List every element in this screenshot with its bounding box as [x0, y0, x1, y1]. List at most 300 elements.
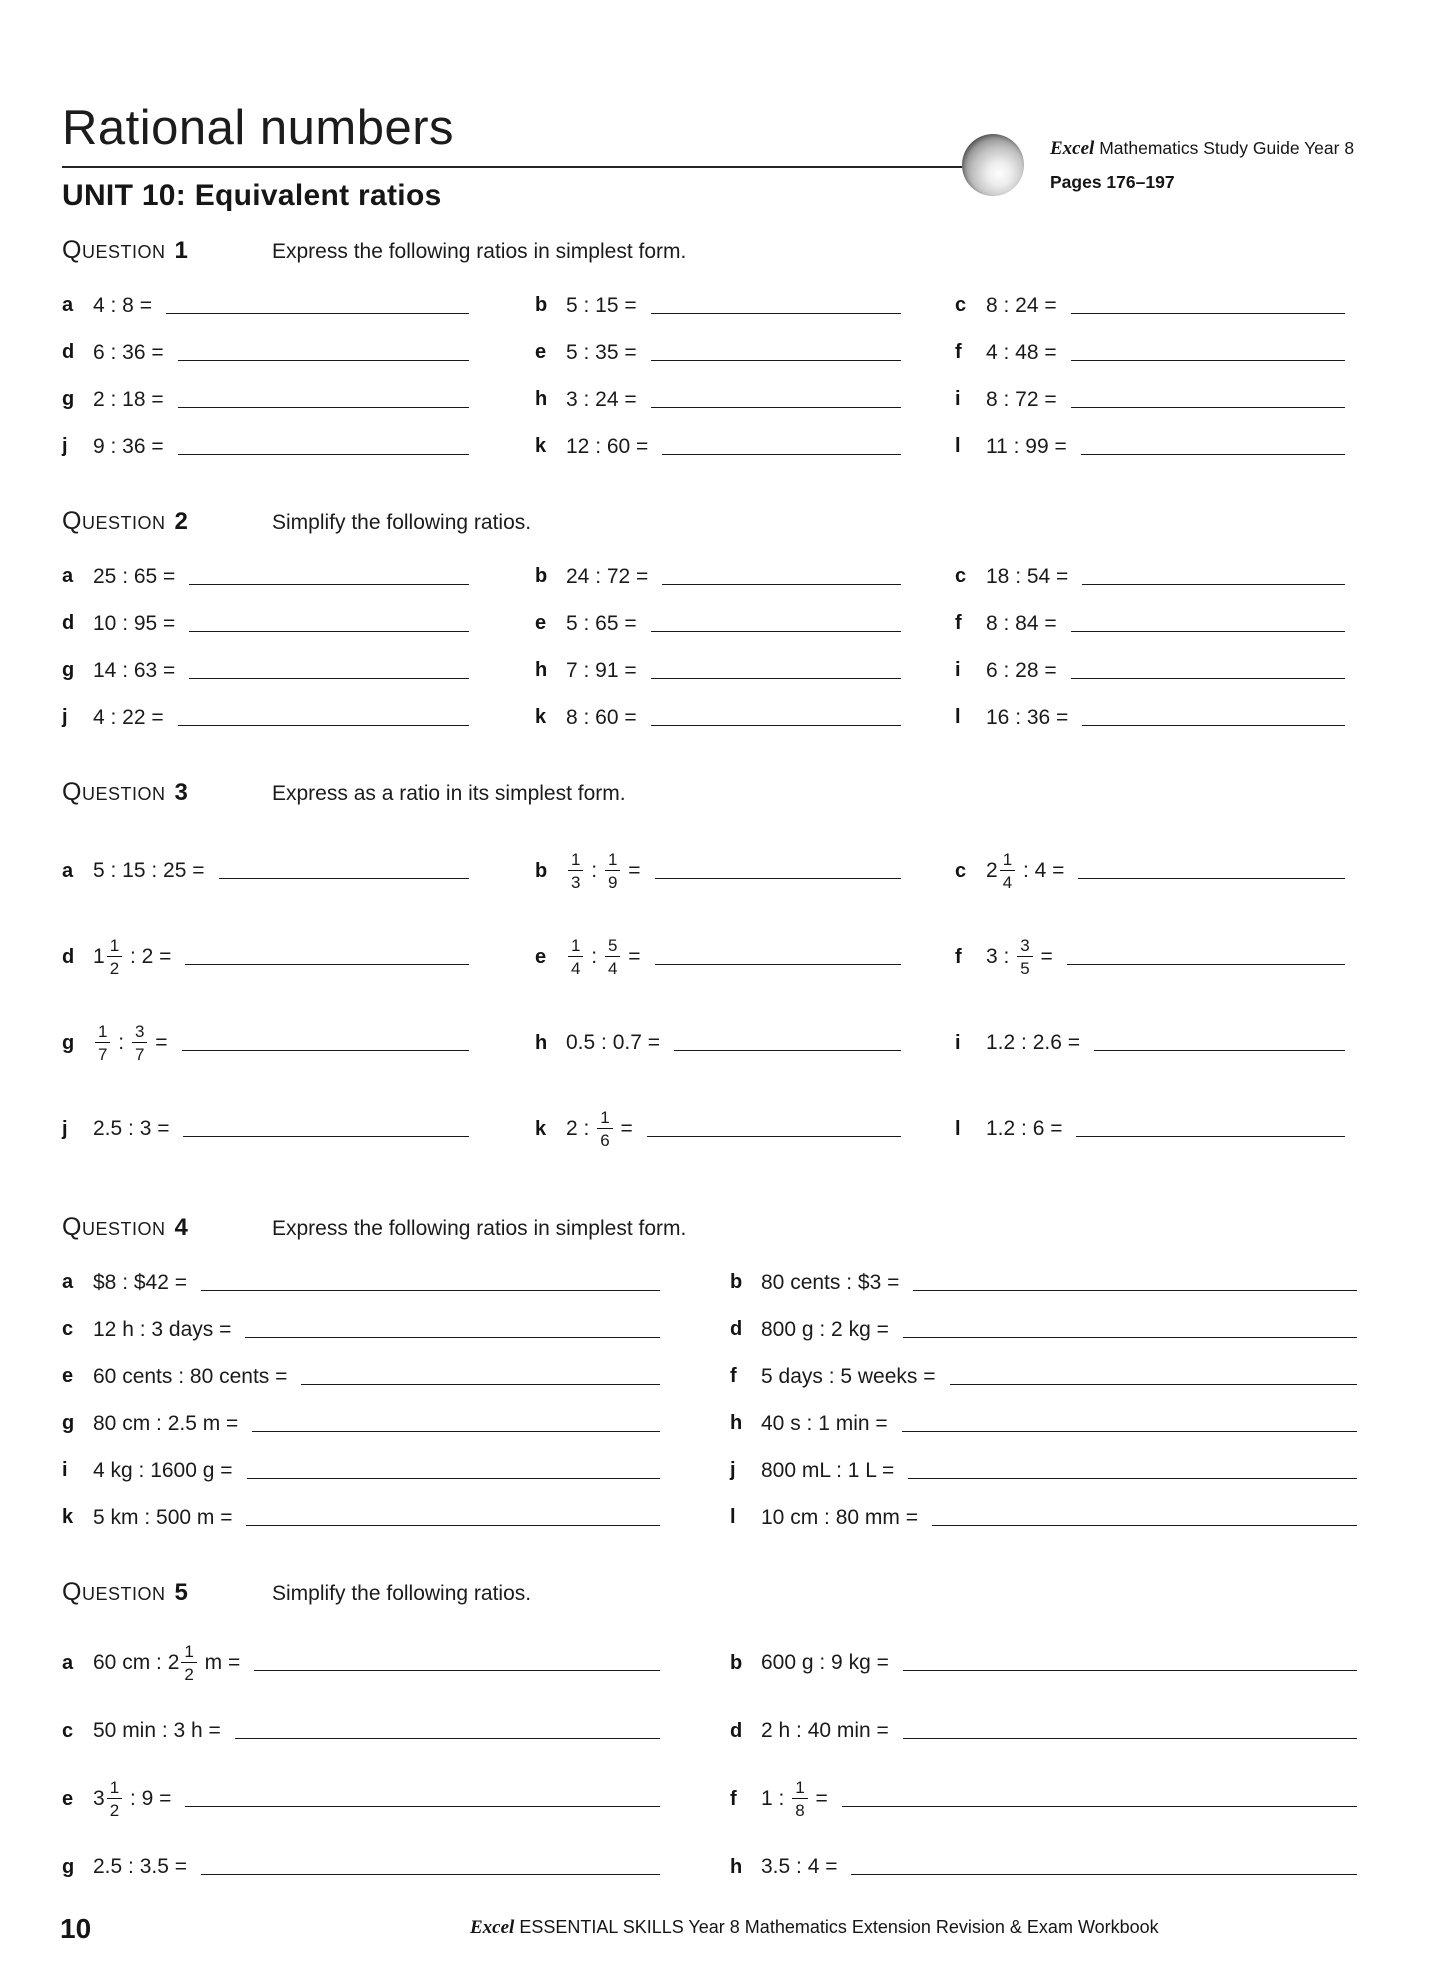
- ratio-item-4i: [62, 1456, 730, 1485]
- question-number: 3: [174, 779, 188, 806]
- fraction: [132, 1023, 147, 1063]
- fraction-denominator: 7: [132, 1042, 147, 1063]
- item-expression: [986, 851, 1064, 891]
- ratio-item-2d: [62, 609, 535, 638]
- item-expression: [93, 1318, 231, 1342]
- ratio-item-3j: [62, 1091, 535, 1167]
- expression-text: 4 : 48 =: [986, 340, 1057, 364]
- expression-text: =: [1034, 945, 1053, 968]
- expression-text: 10 cm : 80 mm =: [761, 1505, 918, 1529]
- item-expression: [93, 435, 164, 459]
- badge-pages: Pages 176–197: [1050, 172, 1175, 192]
- expression-text: 24 : 72 =: [566, 564, 649, 588]
- item-letter: a: [62, 1651, 74, 1674]
- item-letter: e: [535, 945, 547, 968]
- item-letter: i: [955, 1031, 961, 1054]
- fraction-numerator: 1: [571, 936, 581, 955]
- expression-text: 1.2 : 6 =: [986, 1117, 1063, 1140]
- expression-text: 1: [93, 945, 105, 968]
- question-prompt: Express the following ratios in simplest form.: [272, 240, 687, 263]
- question-heading: [62, 236, 1357, 265]
- item-letter: d: [62, 612, 75, 634]
- item-letter: j: [62, 435, 68, 457]
- expression-text: 4 kg : 1600 g =: [93, 1458, 233, 1482]
- answer-blank-2k[interactable]: [651, 709, 901, 726]
- ratio-item-1e: [535, 338, 955, 367]
- answer-blank-3e[interactable]: [655, 949, 901, 966]
- item-letter: c: [62, 1719, 74, 1742]
- answer-blank-5f[interactable]: [842, 1791, 1357, 1808]
- expression-text: 50 min : 3 h =: [93, 1719, 221, 1742]
- fraction: [568, 937, 583, 977]
- expression-text: 2.5 : 3.5 =: [93, 1855, 187, 1878]
- item-letter: k: [535, 435, 547, 457]
- sphere-logo-icon: [962, 134, 1024, 196]
- item-expression: [986, 294, 1057, 318]
- item-expression: [566, 851, 641, 891]
- item-expression: [93, 1719, 221, 1743]
- expression-text: 80 cents : $3 =: [761, 1270, 900, 1294]
- item-letter: i: [955, 388, 961, 410]
- answer-blank-1i[interactable]: [1071, 391, 1345, 408]
- fraction: [107, 937, 122, 977]
- ratio-item-5a: [62, 1633, 730, 1693]
- item-letter: l: [955, 1117, 961, 1140]
- question-label: Question: [62, 236, 166, 264]
- question-items: [62, 1268, 1357, 1532]
- item-letter: h: [730, 1855, 743, 1878]
- fraction: [107, 1779, 122, 1819]
- item-expression: [566, 1031, 660, 1055]
- item-expression: [566, 294, 637, 318]
- answer-blank-4e[interactable]: [301, 1368, 660, 1385]
- ratio-item-3d: [62, 919, 535, 995]
- answer-blank-3l[interactable]: [1076, 1121, 1345, 1138]
- item-expression: [93, 659, 175, 683]
- fraction-numerator: 3: [134, 1022, 145, 1041]
- answer-blank-4d[interactable]: [903, 1321, 1357, 1338]
- ratio-item-4d: [730, 1315, 1357, 1344]
- item-expression: [761, 1855, 837, 1879]
- answer-blank-1j[interactable]: [178, 438, 469, 455]
- answer-blank-4f[interactable]: [950, 1368, 1357, 1385]
- item-expression: [93, 1779, 171, 1819]
- questions-container: [62, 236, 1357, 1897]
- fraction: [1000, 851, 1015, 891]
- answer-blank-5b[interactable]: [903, 1655, 1357, 1672]
- item-letter: k: [535, 706, 547, 728]
- expression-text: 10 : 95 =: [93, 611, 176, 635]
- item-letter: a: [62, 859, 74, 882]
- item-letter: h: [730, 1412, 743, 1434]
- answer-blank-1k[interactable]: [662, 438, 901, 455]
- item-expression: [761, 1779, 828, 1819]
- answer-blank-4j[interactable]: [908, 1462, 1357, 1479]
- item-expression: [566, 1109, 633, 1149]
- item-expression: [761, 1506, 918, 1530]
- fraction: [605, 937, 620, 977]
- ratio-item-1h: [535, 385, 955, 414]
- expression-text: 2.5 : 3 =: [93, 1117, 170, 1140]
- question-label: Question: [62, 1213, 166, 1241]
- fraction-denominator: 4: [605, 956, 620, 977]
- item-letter: a: [62, 565, 74, 587]
- item-letter: d: [62, 945, 75, 968]
- question-heading: [62, 1578, 1357, 1607]
- badge-series-title: Mathematics Study Guide Year 8: [1099, 138, 1355, 158]
- answer-blank-3h[interactable]: [674, 1035, 901, 1052]
- ratio-item-1c: [955, 291, 1357, 320]
- fraction-denominator: 6: [597, 1128, 612, 1149]
- item-expression: [986, 388, 1057, 412]
- answer-blank-1d[interactable]: [178, 344, 469, 361]
- answer-blank-4l[interactable]: [932, 1509, 1357, 1526]
- page-number: 10: [60, 1913, 92, 1944]
- expression-text: 1 :: [761, 1787, 791, 1810]
- item-letter: a: [62, 294, 74, 316]
- answer-blank-2l[interactable]: [1082, 709, 1345, 726]
- expression-text: 12 h : 3 days =: [93, 1317, 232, 1341]
- ratio-item-5h: [730, 1837, 1357, 1897]
- item-letter: e: [62, 1365, 74, 1387]
- fraction-numerator: 1: [109, 936, 120, 955]
- unit-title: UNIT 10: Equivalent ratios: [62, 179, 442, 212]
- answer-blank-5a[interactable]: [254, 1655, 660, 1672]
- expression-text: 6 : 36 =: [93, 340, 164, 364]
- question-title: [62, 236, 272, 265]
- expression-text: 5 km : 500 m =: [93, 1505, 233, 1529]
- item-letter: k: [535, 1117, 547, 1140]
- ratio-item-1g: [62, 385, 535, 414]
- expression-text: 3.5 : 4 =: [761, 1855, 838, 1878]
- item-expression: [93, 1459, 233, 1483]
- question-number: 4: [174, 1214, 188, 1241]
- ratio-item-2l: [955, 703, 1357, 732]
- fraction-denominator: 3: [568, 870, 583, 891]
- fraction: [605, 851, 620, 891]
- question-prompt: Simplify the following ratios.: [272, 1582, 532, 1605]
- item-expression: [93, 937, 171, 977]
- fraction-denominator: 4: [1000, 870, 1015, 891]
- answer-blank-5h[interactable]: [851, 1859, 1357, 1876]
- fraction-denominator: 4: [568, 956, 583, 977]
- ratio-item-3f: [955, 919, 1357, 995]
- footer-series-line: [470, 1917, 1159, 1939]
- ratio-item-1f: [955, 338, 1357, 367]
- answer-blank-2g[interactable]: [189, 662, 469, 679]
- question-items: [62, 562, 1357, 732]
- fraction-denominator: 8: [792, 1798, 807, 1819]
- fraction-numerator: 1: [109, 1778, 120, 1797]
- answer-blank-2i[interactable]: [1071, 662, 1345, 679]
- item-letter: e: [535, 341, 547, 363]
- chapter-title: Rational numbers: [62, 101, 455, 155]
- question-prompt: Simplify the following ratios.: [272, 511, 532, 534]
- ratio-item-4l: [730, 1503, 1357, 1532]
- expression-text: 7 : 91 =: [566, 658, 637, 682]
- question-items: [62, 833, 1357, 1167]
- question-section: [62, 1578, 1357, 1897]
- answer-blank-1g[interactable]: [178, 391, 469, 408]
- expression-text: 60 cm : 2: [93, 1651, 180, 1674]
- item-expression: [986, 435, 1067, 459]
- item-letter: b: [535, 859, 548, 882]
- expression-text: 60 cents : 80 cents =: [93, 1364, 288, 1388]
- item-letter: j: [62, 706, 68, 728]
- item-letter: d: [730, 1719, 743, 1742]
- answer-blank-2h[interactable]: [651, 662, 901, 679]
- answer-blank-4a[interactable]: [201, 1274, 660, 1291]
- answer-blank-3g[interactable]: [182, 1035, 469, 1052]
- item-letter: f: [730, 1365, 737, 1387]
- item-expression: [93, 1412, 238, 1436]
- question-number: 2: [174, 508, 188, 535]
- answer-blank-2c[interactable]: [1082, 568, 1345, 585]
- item-letter: i: [955, 659, 961, 681]
- expression-text: :: [112, 1031, 130, 1054]
- fraction-denominator: 5: [1017, 956, 1032, 977]
- item-letter: i: [62, 1459, 68, 1481]
- fraction-numerator: 5: [607, 936, 618, 955]
- expression-text: 5 : 65 =: [566, 611, 637, 635]
- fraction: [95, 1023, 110, 1063]
- expression-text: : 4 =: [1017, 859, 1065, 882]
- fraction-numerator: 1: [571, 850, 581, 869]
- fraction: [181, 1643, 196, 1683]
- question-prompt: Express as a ratio in its simplest form.: [272, 782, 626, 805]
- answer-blank-5c[interactable]: [235, 1723, 660, 1740]
- item-expression: [93, 1365, 287, 1389]
- item-letter: e: [535, 612, 547, 634]
- question-label: Question: [62, 778, 166, 806]
- item-letter: f: [955, 341, 962, 363]
- item-expression: [93, 1506, 232, 1530]
- answer-blank-4i[interactable]: [247, 1462, 660, 1479]
- ratio-item-5d: [730, 1701, 1357, 1761]
- item-letter: k: [62, 1506, 74, 1528]
- fraction-denominator: 9: [605, 870, 620, 891]
- item-expression: [566, 612, 637, 636]
- answer-blank-4c[interactable]: [245, 1321, 660, 1338]
- expression-text: 9 : 36 =: [93, 434, 164, 458]
- expression-text: $8 : $42 =: [93, 1270, 187, 1294]
- answer-blank-2f[interactable]: [1071, 615, 1345, 632]
- question-label: Question: [62, 507, 166, 535]
- ratio-item-3i: [955, 1005, 1357, 1081]
- item-letter: f: [955, 612, 962, 634]
- item-expression: [986, 706, 1068, 730]
- item-letter: d: [62, 341, 75, 363]
- expression-text: =: [149, 1031, 168, 1054]
- question-heading: [62, 1213, 1357, 1242]
- expression-text: 40 s : 1 min =: [761, 1411, 888, 1435]
- expression-text: 4 : 22 =: [93, 705, 164, 729]
- answer-blank-1h[interactable]: [651, 391, 901, 408]
- ratio-item-4g: [62, 1409, 730, 1438]
- ratio-item-2h: [535, 656, 955, 685]
- question-items: [62, 291, 1357, 461]
- ratio-item-1j: [62, 432, 535, 461]
- item-expression: [566, 388, 637, 412]
- expression-text: =: [614, 1117, 633, 1140]
- ratio-item-3k: [535, 1091, 955, 1167]
- item-expression: [93, 706, 164, 730]
- question-heading: [62, 778, 1357, 807]
- answer-blank-3d[interactable]: [185, 949, 469, 966]
- expression-text: 8 : 72 =: [986, 387, 1057, 411]
- item-letter: g: [62, 1412, 75, 1434]
- item-expression: [986, 341, 1057, 365]
- item-letter: b: [730, 1271, 743, 1293]
- expression-text: 600 g : 9 kg =: [761, 1651, 889, 1674]
- answer-blank-1l[interactable]: [1081, 438, 1345, 455]
- ratio-item-3h: [535, 1005, 955, 1081]
- item-letter: g: [62, 1031, 75, 1054]
- ratio-item-4f: [730, 1362, 1357, 1391]
- item-letter: e: [62, 1787, 74, 1810]
- ratio-item-1l: [955, 432, 1357, 461]
- fraction-numerator: 1: [184, 1642, 194, 1661]
- item-letter: c: [955, 859, 967, 882]
- item-letter: f: [955, 945, 962, 968]
- item-expression: [986, 1031, 1080, 1055]
- item-expression: [566, 565, 648, 589]
- header-rule: [62, 166, 962, 168]
- ratio-item-5f: [730, 1769, 1357, 1829]
- fraction: [792, 1779, 807, 1819]
- item-letter: h: [535, 1031, 548, 1054]
- ratio-item-4e: [62, 1362, 730, 1391]
- expression-text: m =: [198, 1651, 241, 1674]
- expression-text: 14 : 63 =: [93, 658, 176, 682]
- item-expression: [566, 435, 648, 459]
- ratio-item-4a: [62, 1268, 730, 1297]
- question-title: [62, 1578, 272, 1607]
- ratio-item-2a: [62, 562, 535, 591]
- expression-text: =: [809, 1787, 828, 1810]
- answer-blank-3k[interactable]: [647, 1121, 901, 1138]
- expression-text: 4 : 8 =: [93, 293, 152, 317]
- ratio-item-2e: [535, 609, 955, 638]
- answer-blank-2d[interactable]: [189, 615, 469, 632]
- expression-text: 8 : 60 =: [566, 705, 637, 729]
- expression-text: 5 : 15 : 25 =: [93, 859, 205, 882]
- ratio-item-2k: [535, 703, 955, 732]
- item-expression: [566, 341, 637, 365]
- answer-blank-4k[interactable]: [246, 1509, 660, 1526]
- ratio-item-3e: [535, 919, 955, 995]
- item-expression: [566, 937, 641, 977]
- answer-blank-3a[interactable]: [219, 863, 469, 880]
- item-letter: d: [730, 1318, 743, 1340]
- item-letter: b: [535, 565, 548, 587]
- answer-blank-5g[interactable]: [201, 1859, 660, 1876]
- answer-blank-2b[interactable]: [662, 568, 901, 585]
- ratio-item-5g: [62, 1837, 730, 1897]
- question-title: [62, 1213, 272, 1242]
- fraction-numerator: 1: [98, 1022, 108, 1041]
- answer-blank-2a[interactable]: [189, 568, 469, 585]
- ratio-item-3g: [62, 1005, 535, 1081]
- expression-text: 800 g : 2 kg =: [761, 1317, 889, 1341]
- item-letter: f: [730, 1787, 737, 1810]
- badge-brand: Excel: [1050, 138, 1095, 159]
- item-expression: [93, 1643, 240, 1683]
- fraction-denominator: 7: [95, 1042, 110, 1063]
- ratio-item-4j: [730, 1456, 1357, 1485]
- item-letter: c: [62, 1318, 74, 1340]
- answer-blank-1a[interactable]: [166, 297, 469, 314]
- answer-blank-4b[interactable]: [913, 1274, 1357, 1291]
- ratio-item-4h: [730, 1409, 1357, 1438]
- answer-blank-4h[interactable]: [902, 1415, 1357, 1432]
- expression-text: 3 : 24 =: [566, 387, 637, 411]
- ratio-item-3c: [955, 833, 1357, 909]
- item-expression: [986, 612, 1057, 636]
- item-letter: g: [62, 1855, 75, 1878]
- answer-blank-2e[interactable]: [651, 615, 901, 632]
- question-number: 5: [174, 1579, 188, 1606]
- answer-blank-3i[interactable]: [1094, 1035, 1345, 1052]
- answer-blank-3c[interactable]: [1078, 863, 1345, 880]
- expression-text: =: [622, 859, 641, 882]
- answer-blank-5d[interactable]: [903, 1723, 1357, 1740]
- expression-text: 3: [93, 1787, 105, 1810]
- item-expression: [566, 706, 637, 730]
- ratio-item-1k: [535, 432, 955, 461]
- item-expression: [986, 659, 1057, 683]
- expression-text: =: [622, 945, 641, 968]
- item-expression: [93, 565, 175, 589]
- item-letter: j: [62, 1117, 68, 1140]
- ratio-item-2i: [955, 656, 1357, 685]
- ratio-item-1d: [62, 338, 535, 367]
- answer-blank-4g[interactable]: [252, 1415, 660, 1432]
- ratio-item-1b: [535, 291, 955, 320]
- expression-text: 12 : 60 =: [566, 434, 649, 458]
- ratio-item-4b: [730, 1268, 1357, 1297]
- answer-blank-5e[interactable]: [185, 1791, 660, 1808]
- answer-blank-1b[interactable]: [651, 297, 901, 314]
- answer-blank-1c[interactable]: [1071, 297, 1345, 314]
- item-letter: h: [535, 388, 548, 410]
- fraction-numerator: 1: [600, 1108, 610, 1127]
- question-prompt: Express the following ratios in simplest form.: [272, 1217, 687, 1240]
- expression-text: : 2 =: [124, 945, 172, 968]
- item-letter: j: [730, 1459, 736, 1481]
- answer-blank-3f[interactable]: [1067, 949, 1345, 966]
- fraction: [568, 851, 583, 891]
- expression-text: 5 : 35 =: [566, 340, 637, 364]
- answer-blank-3b[interactable]: [655, 863, 901, 880]
- answer-blank-1f[interactable]: [1071, 344, 1345, 361]
- answer-blank-3j[interactable]: [183, 1121, 469, 1138]
- item-letter: c: [955, 294, 967, 316]
- question-title: [62, 507, 272, 536]
- item-expression: [761, 1412, 888, 1436]
- item-expression: [93, 1855, 187, 1879]
- answer-blank-1e[interactable]: [651, 344, 901, 361]
- expression-text: 2 : 18 =: [93, 387, 164, 411]
- ratio-item-3a: [62, 833, 535, 909]
- item-expression: [761, 1318, 889, 1342]
- item-letter: a: [62, 1271, 74, 1293]
- question-label: Question: [62, 1578, 166, 1606]
- answer-blank-2j[interactable]: [178, 709, 469, 726]
- item-expression: [93, 1117, 169, 1141]
- page-header: [62, 0, 1357, 236]
- item-letter: h: [535, 659, 548, 681]
